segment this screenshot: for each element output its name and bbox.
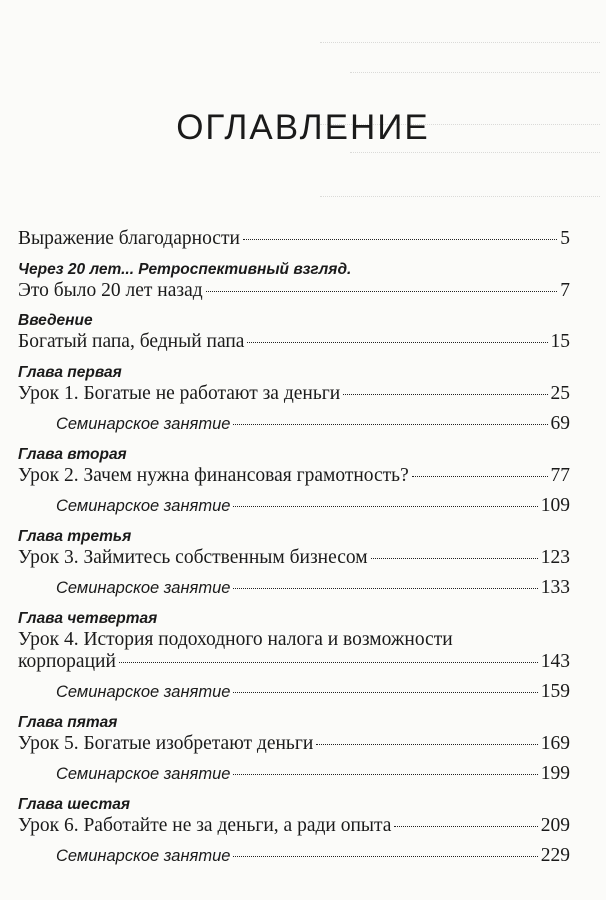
toc-entry-seminar-2[interactable] — [18, 495, 570, 517]
toc-entry-lesson-2[interactable] — [18, 465, 570, 487]
toc-entry-title: Семинарское занятие — [56, 497, 231, 515]
toc-entry-intro[interactable] — [18, 331, 570, 353]
chapter-heading-2: Глава вторая — [18, 446, 127, 463]
toc-entry-seminar-6[interactable] — [18, 845, 570, 867]
toc-page-number: 159 — [540, 681, 570, 702]
toc-entry-title: Урок 3. Займитесь собственным бизнесом — [18, 547, 368, 568]
chapter-heading-1: Глава первая — [18, 364, 122, 381]
section-heading-intro: Введение — [18, 312, 93, 329]
toc-page-number: 25 — [550, 383, 570, 404]
toc-entry-title: Семинарское занятие — [56, 765, 231, 783]
toc-entry-title: Урок 5. Богатые изобретают деньги — [18, 733, 314, 754]
dot-leader — [119, 662, 538, 663]
toc-entry-title: Семинарское занятие — [56, 683, 231, 701]
toc-entry-lesson-5[interactable] — [18, 733, 570, 755]
toc-entry-title: Семинарское занятие — [56, 579, 231, 597]
toc-entry-title: Это было 20 лет назад — [18, 280, 203, 301]
toc-page-number: 133 — [540, 577, 570, 598]
dot-leader — [343, 394, 547, 395]
toc-page-number: 123 — [540, 547, 570, 568]
toc-page-number: 199 — [540, 763, 570, 784]
chapter-heading-4: Глава четвертая — [18, 610, 158, 627]
toc-page-number: 7 — [560, 280, 570, 301]
toc-entry-title: Семинарское занятие — [56, 847, 231, 865]
dot-leader — [412, 476, 548, 477]
toc-entry-seminar-5[interactable] — [18, 763, 570, 785]
toc-entry-thanks[interactable] — [18, 228, 570, 250]
toc-entry-title: Урок 2. Зачем нужна финансовая грамотность? — [18, 465, 409, 486]
dot-leader — [233, 774, 537, 775]
dot-leader — [233, 506, 537, 507]
page-title: ОГЛАВЛЕНИЕ — [176, 108, 430, 147]
section-heading-retro: Через 20 лет... Ретроспективный взгляд. — [18, 261, 352, 278]
toc-entry-title: Урок 1. Богатые не работают за деньги — [18, 383, 341, 404]
toc-page-number: 5 — [560, 228, 570, 249]
bleed-through-text — [315, 2, 600, 202]
toc-page-number: 209 — [540, 815, 570, 836]
dot-leader — [233, 856, 537, 857]
toc-entry-lesson-4[interactable] — [18, 651, 570, 673]
toc-entry-title: Выражение благодарности — [18, 228, 240, 249]
toc-page-number: 229 — [540, 845, 570, 866]
dot-leader — [394, 826, 537, 827]
toc-entry-title: Богатый папа, бедный папа — [18, 331, 245, 352]
dot-leader — [233, 588, 537, 589]
toc-entry-seminar-3[interactable] — [18, 577, 570, 599]
toc-entry-seminar-4[interactable] — [18, 681, 570, 703]
dot-leader — [233, 692, 537, 693]
toc-page-number: 169 — [540, 733, 570, 754]
dot-leader — [206, 291, 558, 292]
chapter-heading-3: Глава третья — [18, 528, 132, 545]
dot-leader — [316, 744, 537, 745]
table-of-contents — [18, 228, 570, 867]
dot-leader — [233, 424, 547, 425]
toc-page-number: 77 — [550, 465, 570, 486]
toc-entry-lesson-4-line1: Урок 4. История подоходного налога и возможности — [18, 629, 453, 650]
toc-entry-title: Урок 6. Работайте не за деньги, а ради опыта — [18, 815, 392, 836]
chapter-heading-5: Глава пятая — [18, 714, 118, 731]
toc-page-number: 143 — [540, 651, 570, 672]
toc-page-number: 109 — [540, 495, 570, 516]
toc-entry-title: корпораций — [18, 651, 116, 672]
toc-entry-lesson-3[interactable] — [18, 547, 570, 569]
toc-entry-title: Семинарское занятие — [56, 415, 231, 433]
dot-leader — [247, 342, 547, 343]
dot-leader — [371, 558, 538, 559]
toc-page-number: 69 — [550, 413, 570, 434]
chapter-heading-6: Глава шестая — [18, 796, 131, 813]
toc-entry-lesson-6[interactable] — [18, 815, 570, 837]
toc-entry-seminar-1[interactable] — [18, 413, 570, 435]
toc-entry-lesson-1[interactable] — [18, 383, 570, 405]
toc-entry-retro[interactable] — [18, 280, 570, 302]
dot-leader — [243, 239, 557, 240]
toc-page-number: 15 — [550, 331, 570, 352]
